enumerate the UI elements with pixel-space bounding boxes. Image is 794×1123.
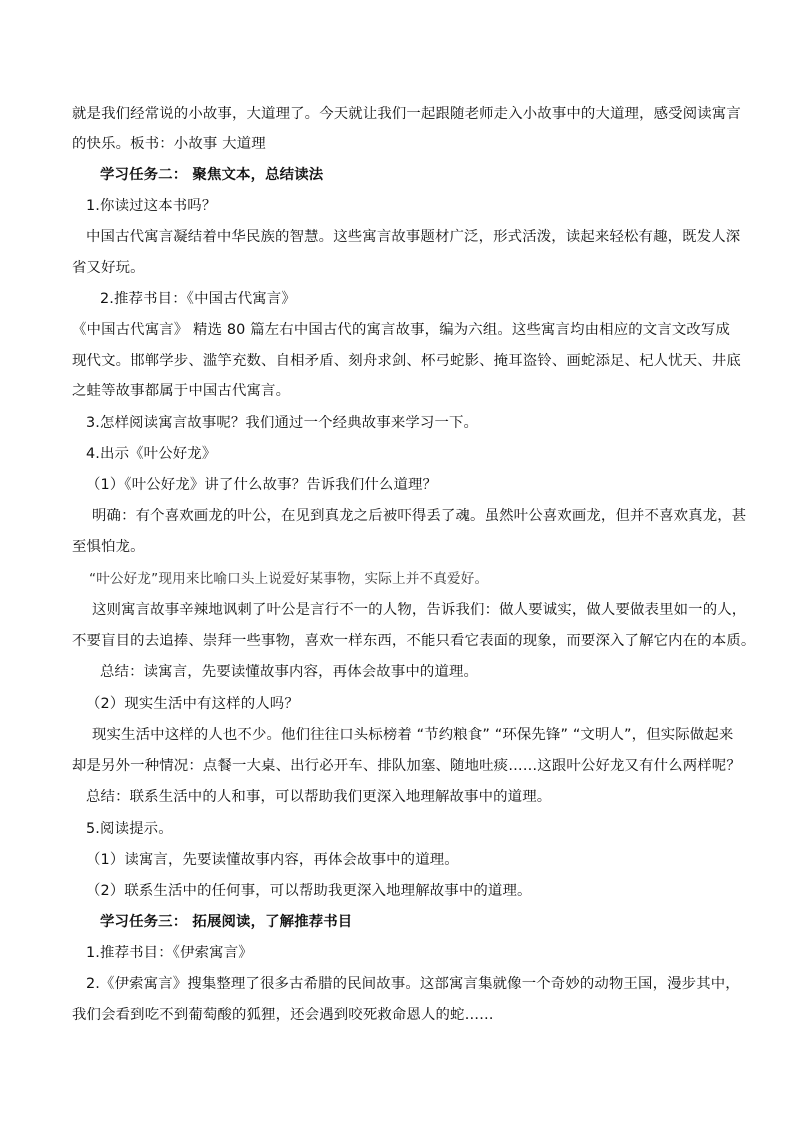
reading-tip-2: （2）联系生活中的任何事，可以帮助我更深入地理解故事中的道理。 (86, 883, 532, 899)
paragraph-line-15: 至惧怕龙。 (72, 539, 145, 555)
subquestion-1: （1）《叶公好龙》讲了什么故事？告诉我们什么道理？ (86, 477, 438, 493)
question-1: 1.你读过这本书吗？ (86, 198, 217, 214)
paragraph-line-6: 省又好玩。 (72, 260, 145, 276)
paragraph-line-10: 之蛙等故事都属于中国古代寓言。 (72, 383, 291, 399)
paragraph-line-5: 中国古代寓言凝结着中华民族的智慧。这些寓言故事题材广泛，形式活泼，读起来轻松有趣，既发人深 (86, 229, 741, 245)
paragraph-line-1: 就是我们经常说的小故事，大道理了。今天就让我们一起跟随老师走入小故事中的大道理，感受阅读寓言 (72, 106, 741, 122)
recommended-book-2: 1.推荐书目：《伊索寓言》 (86, 945, 253, 961)
recommended-book-1: 2.推荐书目：《中国古代寓言》 (100, 291, 296, 307)
paragraph-line-22: 却是另外一种情况：点餐一大桌、出行必开车、排队加塞、随地吐痰……这跟叶公好龙又有什么两样呢？ (72, 758, 741, 774)
paragraph-line-9: 现代文。邯郸学步、滥竽充数、自相矛盾、刻舟求剑、杯弓蛇影、掩耳盗铃、画蛇添足、杞人忧天、井底 (72, 353, 741, 369)
paragraph-line-2: 的快乐。板书：小故事 大道理 (72, 136, 266, 152)
section-heading-task-3: 学习任务三： 拓展阅读，了解推荐书目 (100, 914, 353, 930)
reading-tip-1: （1）读寓言，先要读懂故事内容，再体会故事中的道理。 (86, 852, 459, 868)
subquestion-2: （2）现实生活中有这样的人吗？ (86, 696, 299, 712)
paragraph-line-18: 不要盲目的去追捧、崇拜一些事物，喜欢一样东西，不能只看它表面的现象，而要深入了解它内在的本质。 (72, 633, 756, 649)
paragraph-line-21: 现实生活中这样的人也不少。他们往往口头标榜着 “节约粮食” “环保先锋” “文明人”，但实际做起来 (92, 727, 734, 743)
idiom-meaning-line: “叶公好龙”现用来比喻口头上说爱好某事物，实际上并不真爱好。 (89, 571, 489, 587)
section-heading-task-2: 学习任务二： 聚焦文本，总结读法 (100, 167, 324, 183)
summary-1: 总结：读寓言，先要读懂故事内容，再体会故事中的道理。 (100, 664, 479, 680)
question-3: 3.怎样阅读寓言故事呢？我们通过一个经典故事来学习一下。 (86, 415, 479, 431)
summary-2: 总结：联系生活中的人和事，可以帮助我们更深入地理解故事中的道理。 (86, 789, 552, 805)
paragraph-line-8: 《中国古代寓言》 精选 80 篇左右中国古代的寓言故事，编为六组。这些寓言均由相应的文言文改写成 (72, 322, 731, 338)
reading-tips-heading: 5.阅读提示。 (86, 821, 173, 837)
paragraph-line-14: 明确：有个喜欢画龙的叶公，在见到真龙之后被吓得丢了魂。虽然叶公喜欢画龙，但并不喜欢真龙，甚 (92, 508, 747, 524)
paragraph-line-17: 这则寓言故事辛辣地讽刺了叶公是言行不一的人物，告诉我们：做人要诚实，做人要做表里如一的人， (92, 602, 747, 618)
paragraph-line-30: 我们会看到吃不到葡萄酸的狐狸，还会遇到咬死救命恩人的蛇…… (72, 1007, 494, 1023)
paragraph-line-29: 2.《伊索寓言》搜集整理了很多古希腊的民间故事。这部寓言集就像一个奇妙的动物王国，漫步其中， (86, 976, 740, 992)
show-story-heading: 4.出示《叶公好龙》 (86, 446, 217, 462)
